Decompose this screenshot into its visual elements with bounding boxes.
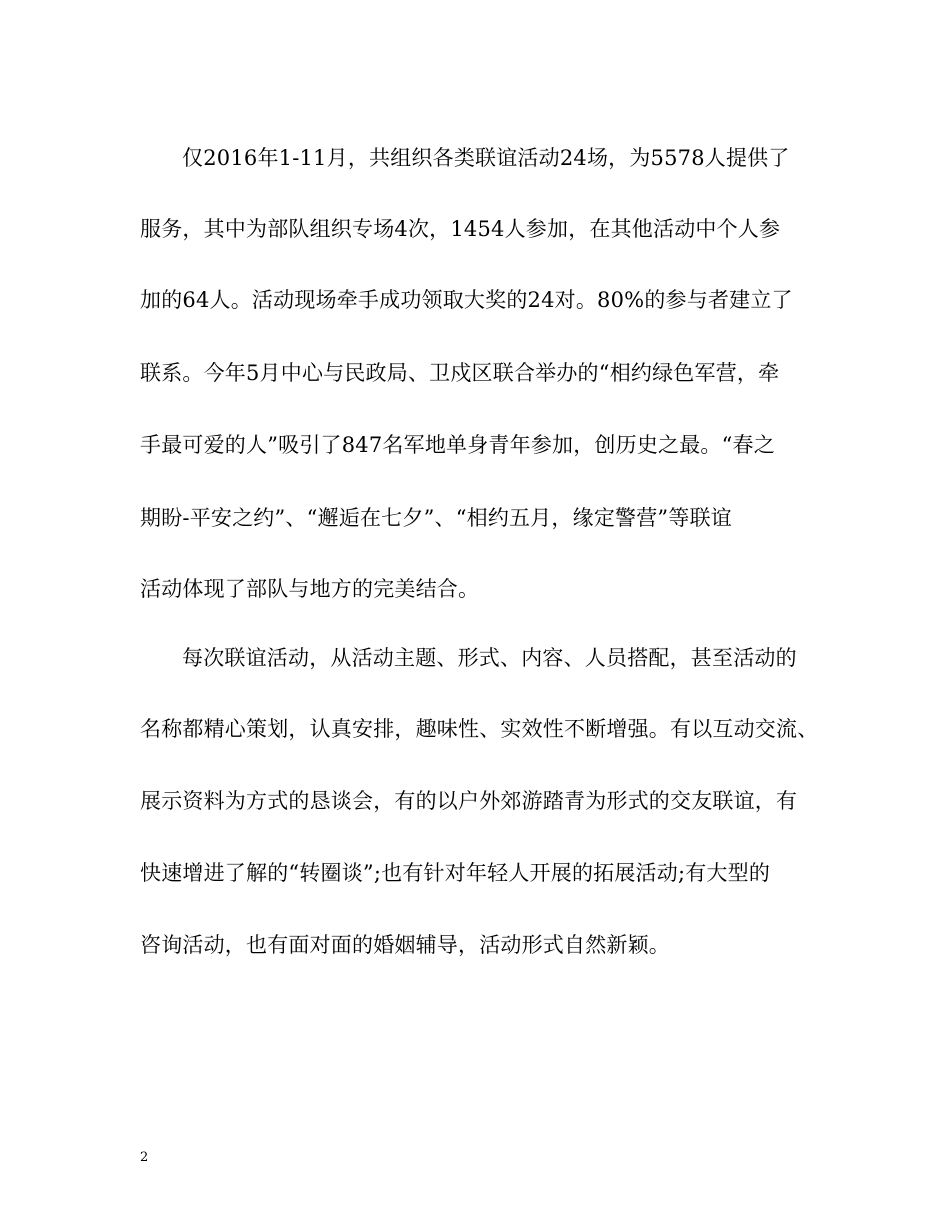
paragraph-2-line-3: 展示资料为方式的恳谈会，有的以户外郊游踏青为形式的交友联谊，有 — [140, 789, 798, 813]
paragraph-2-line-2: 名称都精心策划，认真安排，趣味性、实效性不断增强。有以互动交流、 — [140, 717, 819, 741]
paragraph-2-line-1: 每次联谊活动，从活动主题、形式、内容、人员搭配，甚至活动的 — [182, 646, 797, 670]
paragraph-1-line-1: 仅2016年1-11月，共组织各类联谊活动24场，为5578人提供了 — [182, 146, 790, 170]
paragraph-1-line-2: 服务，其中为部队组织专场4次，1454人参加，在其他活动中个人参 — [140, 217, 781, 241]
page-number: 2 — [140, 1150, 149, 1165]
paragraph-1-line-4: 联系。今年5月中心与民政局、卫戍区联合举办的“相约绿色军营，牵 — [140, 361, 780, 385]
paragraph-1-line-5: 手最可爱的人”吸引了847名军地单身青年参加，创历史之最。“春之 — [140, 433, 775, 457]
paragraph-2-line-5: 咨询活动，也有面对面的婚姻辅导，活动形式自然新颖。 — [140, 933, 670, 957]
paragraph-1-line-3: 加的64人。活动现场牵手成功领取大奖的24对。80%的参与者建立了 — [140, 288, 793, 312]
paragraph-2-line-4: 快速增进了解的“转圈谈”;也有针对年轻人开展的拓展活动;有大型的 — [140, 861, 771, 885]
paragraph-1-line-7: 活动体现了部队与地方的完美结合。 — [140, 577, 480, 601]
paragraph-1-line-6: 期盼-平安之约”、“邂逅在七夕”、“相约五月，缘定警营”等联谊 — [140, 506, 732, 530]
